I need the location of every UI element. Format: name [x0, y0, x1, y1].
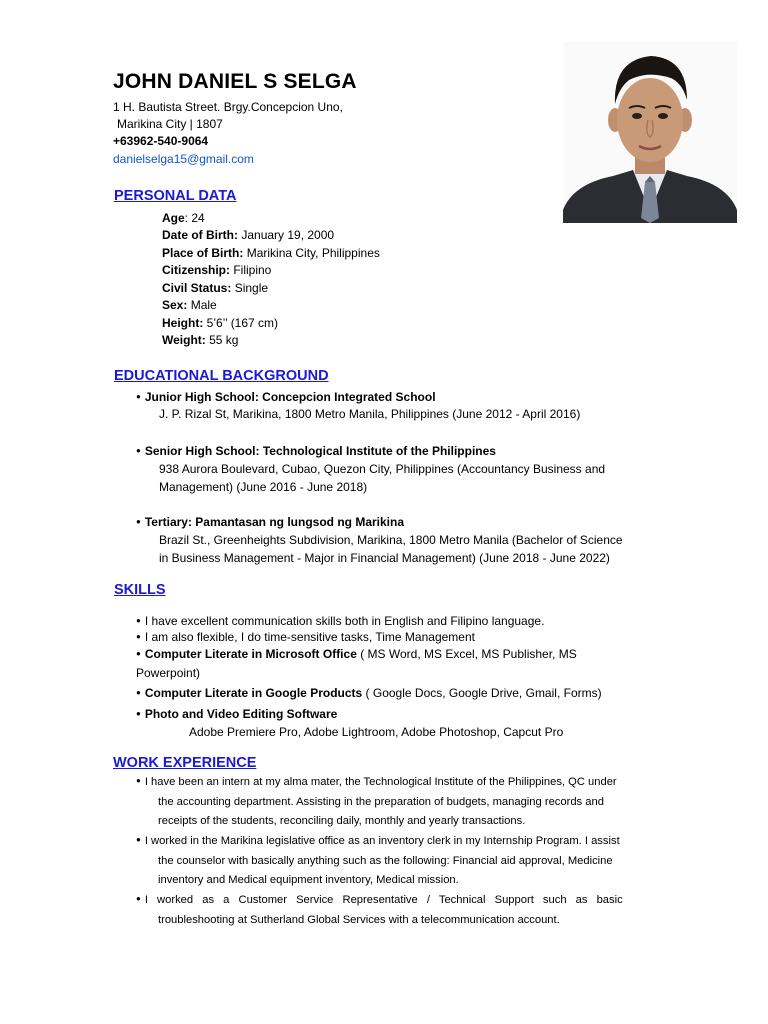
work-item-line: the accounting department. Assisting in the preparation of budgets, managing records and — [158, 795, 604, 808]
work-item-first-line: ● I worked in the Marikina legislative office as an inventory clerk in my Internship Program. I assist — [136, 832, 655, 852]
skill-item: ● Computer Literate in Google Products ( Google Docs, Google Drive, Gmail, Forms) — [136, 686, 602, 700]
personal-field-weight: Weight: 55 kg — [162, 333, 239, 347]
address-line-1: 1 H. Bautista Street. Brgy.Concepcion Uno, — [113, 100, 343, 114]
personal-field-sex: Sex: Male — [162, 298, 217, 312]
applicant-name: JOHN DANIEL S SELGA — [113, 70, 357, 93]
work-item — [136, 832, 655, 891]
personal-field-civil-status: Civil Status: Single — [162, 281, 269, 295]
skill-item: ● I am also flexible, I do time-sensitive tasks, Time Management — [136, 630, 475, 644]
work-item — [136, 891, 655, 930]
personal-field-birthplace: Place of Birth: Marikina City, Philippines — [162, 246, 380, 260]
work-item-first-line: ● I worked as a Customer Service Representative / Technical Support such as basic — [136, 891, 655, 911]
education-item-detail: in Business Management - Major in Financial Management) (June 2018 - June 2022) — [159, 551, 610, 565]
skill-item: ● Photo and Video Editing Software — [136, 707, 337, 721]
work-item-line: receipts of the students, reconciling daily, monthly and yearly transactions. — [158, 815, 526, 827]
education-item-title: ● Tertiary: Pamantasan ng lungsod ng Marikina — [136, 515, 404, 529]
skill-item-detail: Adobe Premiere Pro, Adobe Lightroom, Adobe Photoshop, Capcut Pro — [189, 725, 564, 739]
skill-item: ● Computer Literate in Microsoft Office ( MS Word, MS Excel, MS Publisher, MS — [136, 647, 577, 661]
profile-photo — [563, 42, 737, 223]
education-item-title: ● Junior High School: Concepcion Integrated School — [136, 390, 436, 404]
education-item-title: ● Senior High School: Technological Institute of the Philippines — [136, 444, 496, 458]
education-item-detail: Brazil St., Greenheights Subdivision, Marikina, 1800 Metro Manila (Bachelor of Science — [159, 533, 623, 547]
work-item-first-line: ● I have been an intern at my alma mater, the Technological Institute of the Philippines, QC under — [136, 773, 655, 793]
skill-item-continuation: Powerpoint) — [136, 666, 201, 680]
work-item-line: troubleshooting at Sutherland Global Services with a telecommunication account. — [158, 913, 560, 926]
education-item-detail: 938 Aurora Boulevard, Cubao, Quezon City, Philippines (Accountancy Business and — [159, 462, 606, 476]
work-item-line: the counselor with basically anything such as the following: Financial aid approval, Medicine — [158, 854, 613, 867]
personal-field-height: Height: 5’6’’ (167 cm) — [162, 316, 279, 330]
personal-field-citizenship: Citizenship: Filipino — [162, 263, 272, 277]
phone-number: +63962-540-9064 — [113, 134, 209, 148]
education-item-detail: J. P. Rizal St, Marikina, 1800 Metro Manila, Philippines (June 2012 - April 2016) — [159, 407, 581, 421]
personal-field-age: Age: 24 — [162, 211, 205, 225]
personal-field-dob: Date of Birth: January 19, 2000 — [162, 228, 335, 242]
personal-data-heading: PERSONAL DATA — [114, 188, 237, 204]
address-line-2: Marikina City | 1807 — [117, 117, 223, 131]
skills-heading: SKILLS — [114, 582, 166, 598]
education-heading: EDUCATIONAL BACKGROUND — [114, 368, 329, 384]
work-item — [136, 773, 655, 832]
email-link[interactable]: danielselga15@gmail.com — [113, 152, 254, 166]
skill-item: ● I have excellent communication skills both in English and Filipino language. — [136, 614, 544, 628]
work-heading: WORK EXPERIENCE — [113, 755, 257, 771]
education-item-detail: Management) (June 2016 - June 2018) — [159, 480, 368, 494]
work-item-line: inventory and Medical equipment inventory, Medical mission. — [158, 874, 459, 886]
